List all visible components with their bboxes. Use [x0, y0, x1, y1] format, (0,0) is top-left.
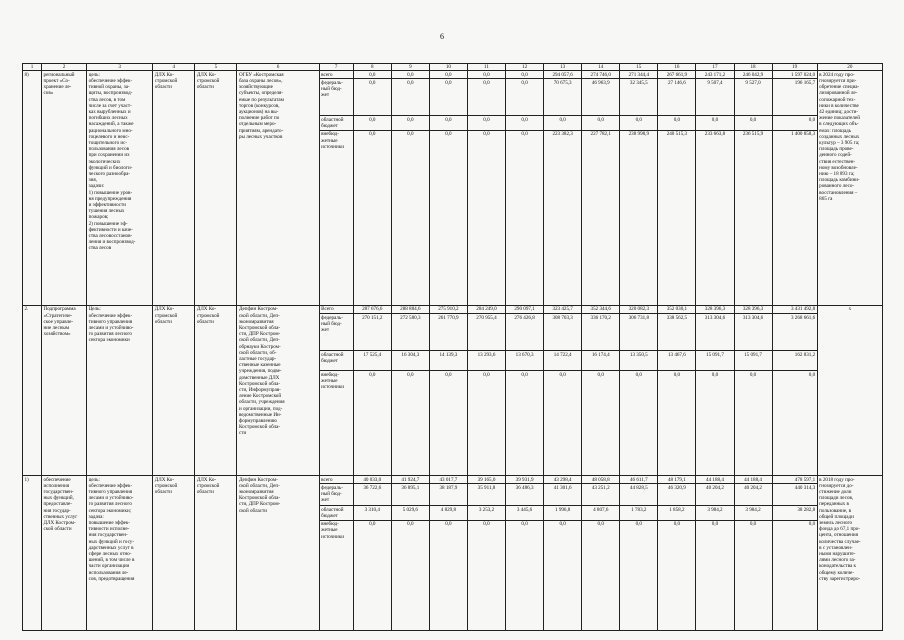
- funding-year-value: 0,0: [506, 79, 544, 116]
- funding-year-value: 3 984,2: [734, 506, 772, 520]
- program-name: Подпрограмма «Стратегиче- ское управле- ние лесным хозяйством»: [42, 305, 87, 475]
- funding-total-value: 1 597 024,0: [772, 71, 817, 79]
- funding-year-value: 0,0: [353, 71, 391, 79]
- coordinator: ДЛХ Ко- стромской области: [153, 476, 195, 631]
- funding-year-value: 275 910,2: [429, 305, 467, 313]
- funding-total-value: 38 282,8: [772, 506, 817, 520]
- funding-year-value: 313 304,6: [696, 314, 734, 351]
- funding-year-value: 15 091,7: [734, 351, 772, 371]
- column-number: 12: [506, 64, 544, 71]
- funding-year-value: 15 091,7: [696, 351, 734, 371]
- funding-year-value: 0,0: [506, 130, 544, 305]
- column-number: 17: [696, 64, 734, 71]
- funding-year-value: 5 029,6: [391, 506, 429, 520]
- funding-total-value: 162 831,2: [772, 351, 817, 371]
- funding-year-value: 36 486,3: [506, 484, 544, 506]
- funding-year-value: 0,0: [467, 71, 505, 79]
- funding-year-value: 41 301,6: [544, 484, 582, 506]
- funding-year-value: 9 527,0: [734, 79, 772, 116]
- funding-year-value: 284 249,0: [467, 305, 505, 313]
- funding-year-value: 328 396,3: [696, 305, 734, 313]
- funding-year-value: 3 310,4: [353, 506, 391, 520]
- table-row: [23, 476, 883, 484]
- funding-year-value: 236 515,9: [734, 130, 772, 305]
- funding-source-label: федераль- ный бюд- жет: [319, 79, 353, 116]
- funding-year-value: 0,0: [391, 130, 429, 305]
- funding-year-value: 16 304,3: [391, 351, 429, 371]
- funding-year-value: 0,0: [391, 371, 429, 476]
- funding-year-value: 14 722,4: [544, 351, 582, 371]
- funding-year-value: 227 782,1: [582, 130, 620, 305]
- column-number-header-row: [23, 64, 883, 71]
- coordinator: ДЛХ Ко- стромской области: [153, 305, 195, 475]
- funding-year-value: 288 884,6: [391, 305, 429, 313]
- funding-year-value: 16 174,4: [582, 351, 620, 371]
- funding-year-value: 0,0: [696, 371, 734, 476]
- column-number: 11: [467, 64, 505, 71]
- funding-year-value: 0,0: [467, 371, 505, 476]
- funding-year-value: 352 030,1: [658, 305, 696, 313]
- column-number: 19: [772, 64, 817, 71]
- column-number: 1: [23, 64, 42, 71]
- funding-year-value: 13 467,6: [658, 351, 696, 371]
- funding-year-value: 0,0: [544, 520, 582, 630]
- funding-year-value: 246 042,9: [734, 71, 772, 79]
- funding-source-label: всего: [319, 71, 353, 79]
- funding-year-value: 0,0: [506, 371, 544, 476]
- funding-year-value: 0,0: [620, 371, 658, 476]
- funding-year-value: 271 344,4: [620, 71, 658, 79]
- funding-year-value: 0,0: [353, 371, 391, 476]
- expected-result: в 2024 году про- гнозируется при- обретение специа- лизированной ле- сопожарной тех- ники в количестве 42 единиц; дости- жение показателей в следующих объ- емах: площадь созданных лесных культур – 3 905 га; площадь прове- денного содей- ствия естествен- ному возобновле- нию – 18 893 га; площадь комбини- рованного лесо- восстановления – 865 га: [817, 71, 882, 306]
- funding-year-value: 0,0: [467, 130, 505, 305]
- funding-year-value: 223 382,3: [544, 130, 582, 305]
- coordinator: ДЛХ Ко- стромской области: [153, 71, 195, 306]
- funding-year-value: 0,0: [391, 520, 429, 630]
- funding-year-value: 1 783,2: [620, 506, 658, 520]
- funding-year-value: 4 829,8: [429, 506, 467, 520]
- funding-year-value: 44 188,4: [734, 476, 772, 484]
- funding-year-value: 43 251,2: [582, 484, 620, 506]
- table-row: [23, 305, 883, 313]
- funding-year-value: 0,0: [658, 371, 696, 476]
- participants: ОГБУ «Костромская база охраны лесов», хозяйствующие субъекты, определя- емые по результатам торгов (конкурсов, аукционов) на вы- полнение работ по отдельным меро- приятиям, арендато- ры лесных участков: [237, 71, 319, 306]
- funding-year-value: 243 171,2: [696, 71, 734, 79]
- funding-source-label: федераль- ный бюд- жет: [319, 314, 353, 351]
- funding-year-value: 40 033,0: [353, 476, 391, 484]
- funding-year-value: 238 998,9: [620, 130, 658, 305]
- funding-year-value: 46 611,7: [620, 476, 658, 484]
- funding-source-label: внебюд- жетные источники: [319, 371, 353, 476]
- program-name: обеспечение исполнения государствен- ных функций, предоставле- ния государ- ственных услуг ДЛХ Костром- ской области: [42, 476, 87, 631]
- expected-result: в 2018 году про- гнозируется до- стижение доли площади лесов, переданных в пользование, в общей площади земель лесного фонда до 67,1 про- цента, отношения количества случае- в с установлен- ными нарушите- лями лесного за- конодательства к общему количе- ству зарегистриро-: [817, 476, 882, 631]
- funding-year-value: 0,0: [391, 71, 429, 79]
- budget-table: [22, 63, 883, 631]
- funding-year-value: 3 984,2: [696, 506, 734, 520]
- funding-year-value: 13 293,6: [467, 351, 505, 371]
- participants: Депфин Костром- ской области, Деп- экономразвития Костромской обла- сти, ДПР Костром- ской области: [237, 476, 319, 631]
- column-number: 10: [429, 64, 467, 71]
- program-name: региональный проект «Со- хранение ле- сов»: [42, 71, 87, 306]
- funding-year-value: 323 425,7: [544, 305, 582, 313]
- funding-year-value: 0,0: [544, 371, 582, 476]
- funding-year-value: 0,0: [734, 116, 772, 130]
- funding-total-value: 478 597,1: [772, 476, 817, 484]
- funding-year-value: 0,0: [353, 130, 391, 305]
- funding-year-value: 36 722,6: [353, 484, 391, 506]
- funding-year-value: 9 507,4: [696, 79, 734, 116]
- funding-year-value: 0,0: [582, 116, 620, 130]
- funding-year-value: 46 963,9: [582, 79, 620, 116]
- row-number: 2.: [23, 305, 42, 475]
- funding-year-value: 0,0: [582, 520, 620, 630]
- funding-year-value: 0,0: [391, 79, 429, 116]
- column-number: 5: [195, 64, 237, 71]
- funding-year-value: 3 445,6: [506, 506, 544, 520]
- funding-year-value: 0,0: [658, 116, 696, 130]
- funding-year-value: 352 344,6: [582, 305, 620, 313]
- funding-year-value: 320 082,3: [620, 305, 658, 313]
- funding-year-value: 38 187,9: [429, 484, 467, 506]
- funding-year-value: 0,0: [467, 520, 505, 630]
- responsible-executor: ДЛХ Ко- стромской области: [195, 305, 237, 475]
- funding-year-value: 0,0: [620, 520, 658, 630]
- column-number: 15: [620, 64, 658, 71]
- funding-source-label: областной бюджет: [319, 116, 353, 130]
- funding-year-value: 70 675,3: [544, 79, 582, 116]
- funding-year-value: 274 746,0: [582, 71, 620, 79]
- funding-total-value: 0,0: [772, 520, 817, 630]
- funding-year-value: 0,0: [506, 116, 544, 130]
- funding-year-value: 0,0: [506, 71, 544, 79]
- funding-year-value: 290 097,1: [506, 305, 544, 313]
- funding-year-value: 272 580,3: [391, 314, 429, 351]
- funding-year-value: 0,0: [467, 116, 505, 130]
- funding-year-value: 0,0: [429, 79, 467, 116]
- page-number: 6: [440, 32, 444, 41]
- funding-year-value: 0,0: [734, 520, 772, 630]
- funding-year-value: 0,0: [544, 116, 582, 130]
- funding-year-value: 0,0: [353, 116, 391, 130]
- funding-year-value: 3 253,2: [467, 506, 505, 520]
- funding-year-value: 32 345,5: [620, 79, 658, 116]
- funding-year-value: 0,0: [353, 79, 391, 116]
- funding-year-value: 14 139,3: [429, 351, 467, 371]
- funding-year-value: 0,0: [658, 520, 696, 630]
- funding-year-value: 336 170,2: [582, 314, 620, 351]
- funding-year-value: 44 188,4: [696, 476, 734, 484]
- funding-year-value: 0,0: [696, 116, 734, 130]
- funding-year-value: 0,0: [506, 520, 544, 630]
- funding-year-value: 328 396,3: [734, 305, 772, 313]
- funding-year-value: 43 298,4: [544, 476, 582, 484]
- funding-year-value: 4 807,6: [582, 506, 620, 520]
- responsible-executor: ДЛХ Ко- стромской области: [195, 71, 237, 306]
- goal-and-tasks: цель: обеспечение эффек- тивной охраны, за- щиты, воспроизвод- ства лесов, в том числе за счет участ- ках вырубленных и погибших лесных насаждений, а также рационального мно- гоцелевого и неис- тощительного ис- пользования лесов при сохранении их экологических функций и биологи- ческого разнообра- зия, задачи: 1) повышение уров- ня предупреждения и эффективности тушения лесных пожаров; 2) повышение эф- фективности и каче- ства лесовосстанов- ления и воспроизвод- ства лесов: [87, 71, 153, 306]
- funding-source-label: областной бюджет: [319, 351, 353, 371]
- funding-year-value: 233 663,8: [696, 130, 734, 305]
- funding-year-value: 1 858,2: [658, 506, 696, 520]
- funding-source-label: внебюд- жетные источники: [319, 130, 353, 305]
- funding-year-value: 44 828,5: [620, 484, 658, 506]
- funding-year-value: 0,0: [429, 116, 467, 130]
- column-number: 14: [582, 64, 620, 71]
- funding-total-value: 196 165,7: [772, 79, 817, 116]
- funding-year-value: 27 146,6: [658, 79, 696, 116]
- funding-source-label: федераль- ный бюд- жет: [319, 484, 353, 506]
- funding-year-value: 267 661,9: [658, 71, 696, 79]
- funding-year-value: 240 515,3: [658, 130, 696, 305]
- funding-year-value: 287 676,6: [353, 305, 391, 313]
- column-number: 18: [734, 64, 772, 71]
- funding-year-value: 0,0: [620, 116, 658, 130]
- funding-year-value: 0,0: [696, 520, 734, 630]
- column-number: 7: [319, 64, 353, 71]
- funding-total-value: 440 314,3: [772, 484, 817, 506]
- funding-year-value: 0,0: [429, 71, 467, 79]
- funding-total-value: 0,0: [772, 116, 817, 130]
- funding-year-value: 0,0: [429, 520, 467, 630]
- row-number: 8): [23, 71, 42, 306]
- funding-year-value: 306 731,8: [620, 314, 658, 351]
- funding-year-value: 0,0: [429, 371, 467, 476]
- funding-year-value: 13 350,5: [620, 351, 658, 371]
- funding-year-value: 270 151,2: [353, 314, 391, 351]
- funding-year-value: 270 955,4: [467, 314, 505, 351]
- funding-year-value: 41 924,7: [391, 476, 429, 484]
- funding-year-value: 313 304,6: [734, 314, 772, 351]
- column-number: 6: [237, 64, 319, 71]
- funding-year-value: 40 204,2: [696, 484, 734, 506]
- goal-and-tasks: Цель: обеспечение эффек- тивного управления лесами и устойчиво- го развития лесного сектора экономики: [87, 305, 153, 475]
- funding-total-value: 0,0: [772, 371, 817, 476]
- funding-source-label: всего: [319, 476, 353, 484]
- column-number: 9: [391, 64, 429, 71]
- responsible-executor: ДЛХ Ко- стромской области: [195, 476, 237, 631]
- column-number: 16: [658, 64, 696, 71]
- column-number: 8: [353, 64, 391, 71]
- funding-source-label: внебюд- жетные источники: [319, 520, 353, 630]
- funding-year-value: 43 017,7: [429, 476, 467, 484]
- funding-year-value: 261 770,9: [429, 314, 467, 351]
- funding-total-value: 3 431 492,8: [772, 305, 817, 313]
- funding-year-value: 0,0: [734, 371, 772, 476]
- funding-year-value: 35 911,8: [467, 484, 505, 506]
- funding-year-value: 0,0: [353, 520, 391, 630]
- funding-year-value: 48 179,1: [658, 476, 696, 484]
- funding-total-value: 1 400 858,3: [772, 130, 817, 305]
- funding-year-value: 0,0: [429, 130, 467, 305]
- funding-year-value: 39 931,9: [506, 476, 544, 484]
- column-number: 13: [544, 64, 582, 71]
- funding-year-value: 17 525,4: [353, 351, 391, 371]
- funding-year-value: 40 204,2: [734, 484, 772, 506]
- expected-result: х: [817, 305, 882, 475]
- participants: Депфин Костром- ской области, Деп- экономразвития Костромской обла- сти, ДПР Костром- ской области, Деп- обрнауки Костром- ской области, об- ластные государ- ственные казенные учреждения, подве- домственные ДЛХ Костромской обла- сти, Информуправ- ление Костромской области, учреждения и организации, под- ведомственные Ин- формуправлению Костромской обла- сти: [237, 305, 319, 475]
- funding-source-label: областной бюджет: [319, 506, 353, 520]
- funding-year-value: 294 057,6: [544, 71, 582, 79]
- funding-year-value: 13 670,3: [506, 351, 544, 371]
- funding-source-label: Всего: [319, 305, 353, 313]
- funding-year-value: 1 996,8: [544, 506, 582, 520]
- row-number: 1): [23, 476, 42, 631]
- goal-and-tasks: цель: обеспечение эффек- тивного управления лесами и устойчиво- го развития лесного сектора экономики; задача: повышение эффек- тивности исполне- ния государствен- ных функций и госу- дарственных услуг в сфере лесных отно- шений, в том числе в части организации использования ле- сов, предотвращения: [87, 476, 153, 631]
- column-number: 3: [87, 64, 153, 71]
- funding-year-value: 308 703,3: [544, 314, 582, 351]
- funding-year-value: 46 320,9: [658, 484, 696, 506]
- column-number: 4: [153, 64, 195, 71]
- funding-year-value: 338 562,5: [658, 314, 696, 351]
- funding-year-value: 48 058,8: [582, 476, 620, 484]
- funding-year-value: 276 426,8: [506, 314, 544, 351]
- column-number: 20: [817, 64, 882, 71]
- funding-year-value: 36 895,1: [391, 484, 429, 506]
- funding-year-value: 0,0: [467, 79, 505, 116]
- funding-year-value: 0,0: [391, 116, 429, 130]
- column-number: 2: [42, 64, 87, 71]
- funding-year-value: 0,0: [582, 371, 620, 476]
- funding-total-value: 3 268 661,6: [772, 314, 817, 351]
- funding-year-value: 39 165,0: [467, 476, 505, 484]
- table-row: [23, 71, 883, 79]
